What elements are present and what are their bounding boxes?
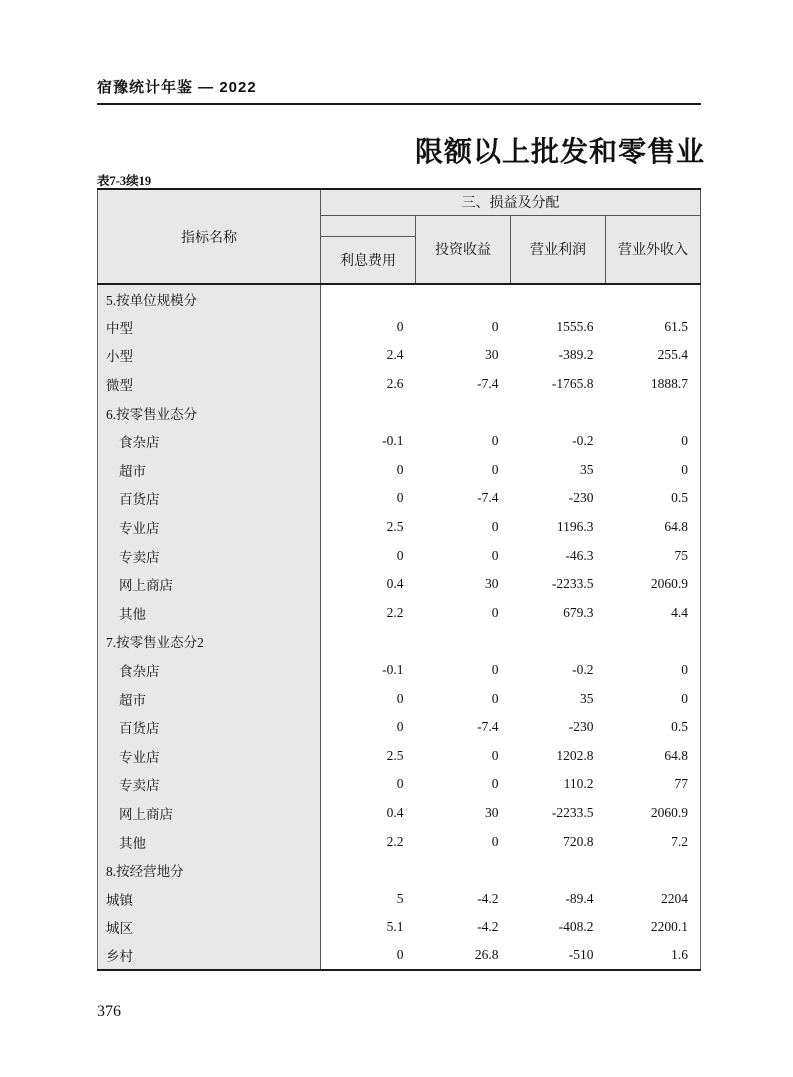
row-label: 其他: [98, 599, 321, 628]
row-value: 30: [485, 347, 499, 363]
table-row: [98, 884, 701, 913]
row-label: 网上商店: [98, 799, 321, 828]
row-value: 0: [491, 747, 499, 763]
row-value: 1888.7: [650, 376, 688, 392]
row-value: -510: [568, 947, 594, 963]
row-value: 2.5: [386, 747, 404, 763]
row-value: 0: [491, 318, 499, 334]
row-value: 0.4: [386, 576, 404, 592]
table-row: [98, 627, 701, 656]
table-row: [98, 398, 701, 427]
row-value: [606, 627, 701, 656]
row-value: [416, 398, 511, 427]
row-value: -46.3: [565, 547, 594, 563]
row-value: 0: [681, 662, 688, 678]
row-value: -4.2: [477, 919, 499, 935]
row-label: 5.按单位规模分: [98, 284, 321, 313]
row-value: 0: [491, 662, 499, 678]
table-row: [98, 827, 701, 856]
row-label: 城区: [98, 913, 321, 942]
stub-header-cell: 指标名称: [98, 189, 321, 284]
empty-subheader-cell: [321, 215, 416, 236]
table-row: [98, 942, 701, 971]
book-header-title: 宿豫统计年鉴 — 2022: [97, 76, 701, 105]
row-value: 64.8: [664, 747, 688, 763]
table-row: [98, 541, 701, 570]
row-value: -2233.5: [551, 804, 594, 820]
row-value: 2200.1: [650, 919, 688, 935]
row-value: [511, 627, 606, 656]
table-row: [98, 684, 701, 713]
row-label: 超市: [98, 456, 321, 485]
row-value: 2060.9: [650, 804, 688, 820]
row-value: [606, 398, 701, 427]
row-value: 0.5: [671, 490, 688, 506]
row-value: -1765.8: [551, 376, 594, 392]
header-row-group: [98, 189, 701, 215]
row-value: 7.2: [671, 833, 688, 849]
row-label: 食杂店: [98, 656, 321, 685]
table-row: [98, 656, 701, 685]
row-value: 0: [491, 776, 499, 792]
row-value: 0: [396, 690, 404, 706]
row-value: 0: [681, 461, 688, 477]
row-value: 2204: [661, 890, 688, 906]
row-label: 专卖店: [98, 541, 321, 570]
column-header-interest-expense: 利息费用: [321, 236, 416, 284]
row-label: 百货店: [98, 484, 321, 513]
table-row: [98, 456, 701, 485]
table-row: [98, 484, 701, 513]
row-label: 专卖店: [98, 770, 321, 799]
row-label: 中型: [98, 313, 321, 342]
row-value: 35: [580, 690, 594, 706]
row-value: 77: [674, 776, 688, 792]
page-number: 376: [97, 1003, 121, 1020]
row-value: [321, 856, 416, 885]
row-value: 0: [491, 833, 499, 849]
column-header-investment-income: 投资收益: [416, 215, 511, 284]
row-value: 26.8: [474, 947, 499, 963]
row-value: 2060.9: [650, 576, 688, 592]
row-label: 食杂店: [98, 427, 321, 456]
row-value: -2233.5: [551, 576, 594, 592]
table-row: [98, 599, 701, 628]
row-value: [606, 856, 701, 885]
row-value: -7.4: [477, 376, 499, 392]
row-value: 0: [396, 719, 404, 735]
statistics-table: [97, 188, 701, 971]
row-value: [511, 284, 606, 313]
row-label: 8.按经营地分: [98, 856, 321, 885]
row-value: 75: [674, 547, 688, 563]
row-value: 0: [491, 461, 499, 477]
row-value: 5: [396, 890, 404, 906]
table-row: [98, 313, 701, 342]
table-row: [98, 799, 701, 828]
row-value: 0: [396, 461, 404, 477]
row-value: [606, 284, 701, 313]
column-header-operating-profit: 营业利润: [511, 215, 606, 284]
row-label: 超市: [98, 684, 321, 713]
row-value: -230: [568, 719, 594, 735]
row-value: [321, 627, 416, 656]
row-value: -0.1: [382, 433, 404, 449]
row-label: 6.按零售业态分: [98, 398, 321, 427]
column-header-non-operating-income: 营业外收入: [606, 215, 701, 284]
row-value: [416, 627, 511, 656]
row-value: 0: [681, 433, 688, 449]
table-row: [98, 713, 701, 742]
row-value: [416, 856, 511, 885]
row-label: 其他: [98, 827, 321, 856]
row-value: 0: [396, 776, 404, 792]
row-value: 720.8: [563, 833, 594, 849]
row-value: [321, 284, 416, 313]
row-label: 小型: [98, 341, 321, 370]
row-value: 0: [491, 433, 499, 449]
row-value: 1196.3: [556, 519, 594, 535]
row-value: 1555.6: [556, 318, 594, 334]
row-value: [511, 398, 606, 427]
row-value: -4.2: [477, 890, 499, 906]
row-value: [416, 284, 511, 313]
row-value: 0: [491, 547, 499, 563]
row-label: 网上商店: [98, 570, 321, 599]
row-value: 255.4: [657, 347, 688, 363]
chapter-title: 限额以上批发和零售业: [414, 137, 705, 168]
group-header-cell: 三、损益及分配: [321, 189, 701, 215]
row-value: -7.4: [477, 490, 499, 506]
row-value: 0: [396, 947, 404, 963]
row-value: 0: [396, 318, 404, 334]
row-label: 城镇: [98, 884, 321, 913]
row-value: -0.2: [572, 433, 594, 449]
table-row: [98, 513, 701, 542]
table-label: 表7-3续19: [97, 174, 152, 188]
row-value: 64.8: [664, 519, 688, 535]
row-label: 微型: [98, 370, 321, 399]
row-value: 2.6: [386, 376, 404, 392]
row-value: 2.4: [386, 347, 404, 363]
row-value: 0: [491, 604, 499, 620]
row-value: -7.4: [477, 719, 499, 735]
row-value: 0: [491, 519, 499, 535]
table-header: [98, 189, 701, 284]
row-value: 0: [396, 490, 404, 506]
table-row: [98, 341, 701, 370]
row-value: 0.4: [386, 804, 404, 820]
row-value: 110.2: [563, 776, 594, 792]
row-value: 0: [396, 547, 404, 563]
row-value: 1202.8: [556, 747, 594, 763]
row-label: 专业店: [98, 513, 321, 542]
row-value: 679.3: [563, 604, 594, 620]
row-value: 2.2: [386, 833, 404, 849]
row-value: 61.5: [664, 318, 688, 334]
row-value: 0: [681, 690, 688, 706]
row-value: -408.2: [558, 919, 594, 935]
row-value: 0: [491, 690, 499, 706]
table-row: [98, 427, 701, 456]
table-row: [98, 284, 701, 313]
table-row: [98, 913, 701, 942]
row-value: 30: [485, 804, 499, 820]
table-row: [98, 770, 701, 799]
table-row: [98, 742, 701, 771]
row-label: 乡村: [98, 942, 321, 971]
row-value: -0.2: [572, 662, 594, 678]
table-row: [98, 856, 701, 885]
row-value: 30: [485, 576, 499, 592]
row-value: -0.1: [382, 662, 404, 678]
table-body: [98, 284, 701, 970]
row-value: 35: [580, 461, 594, 477]
row-value: [511, 856, 606, 885]
table-row: [98, 570, 701, 599]
row-value: 2.2: [386, 604, 404, 620]
row-value: -389.2: [558, 347, 594, 363]
row-label: 专业店: [98, 742, 321, 771]
row-value: -230: [568, 490, 594, 506]
row-value: 1.6: [671, 947, 688, 963]
row-value: [321, 398, 416, 427]
row-value: -89.4: [565, 890, 594, 906]
row-value: 4.4: [671, 604, 688, 620]
row-label: 7.按零售业态分2: [98, 627, 321, 656]
table-row: [98, 370, 701, 399]
row-value: 0.5: [671, 719, 688, 735]
row-value: 2.5: [386, 519, 404, 535]
row-value: 5.1: [386, 919, 404, 935]
row-label: 百货店: [98, 713, 321, 742]
